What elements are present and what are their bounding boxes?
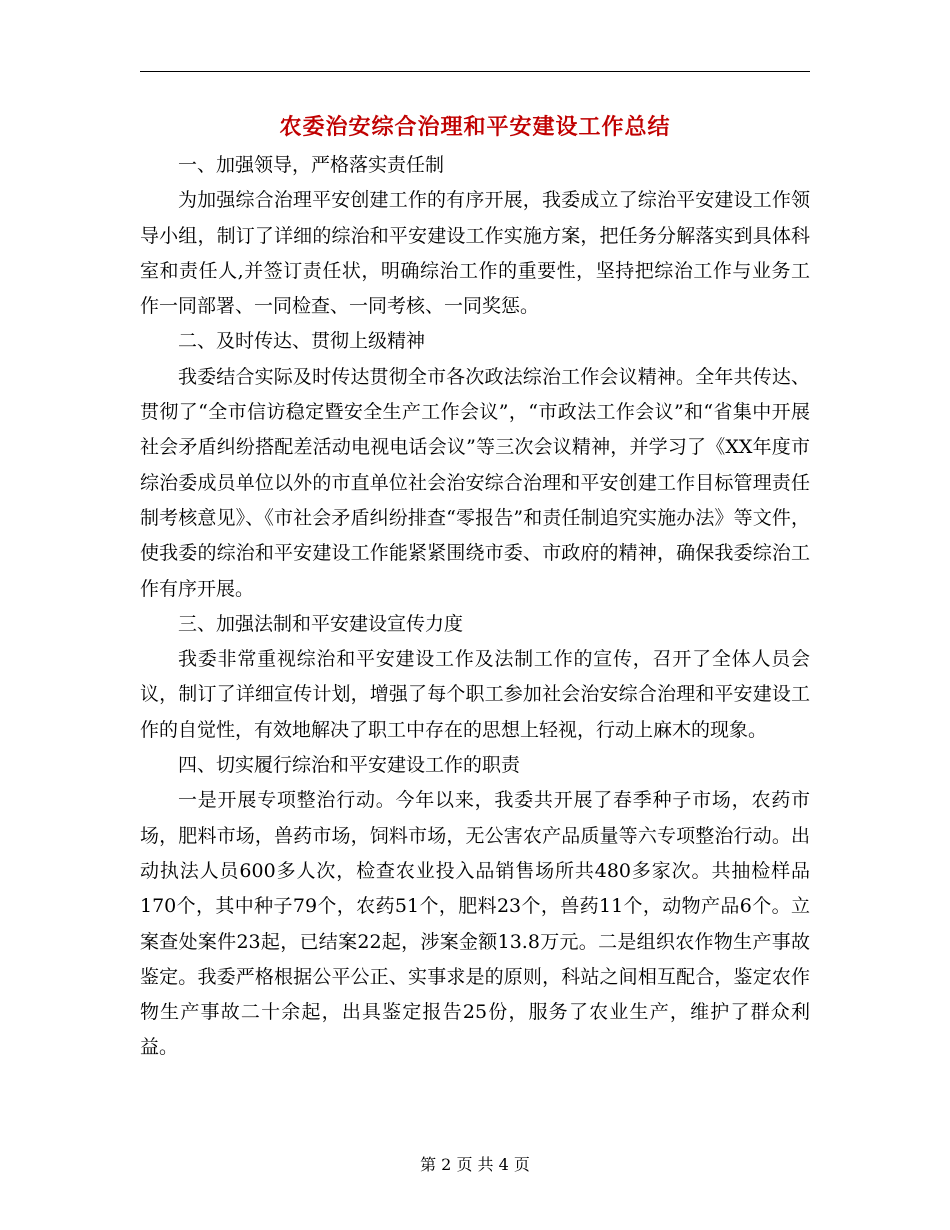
document-title: 农委治安综合治理和平安建设工作总结 — [279, 114, 671, 140]
document-body — [140, 148, 810, 1066]
section-heading-1: 一、加强领导，严格落实责任制 — [178, 154, 445, 176]
page-footer: 第 2 页 共 4 页 — [420, 1155, 530, 1174]
section-heading-4: 四、切实履行综治和平安建设工作的职责 — [178, 754, 521, 777]
paragraph-1: 为加强综合治理平安创建工作的有序开展，我委成立了综治平安建设工作领导小组，制订了详细的综治和平安建设工作实施方案，把任务分解落实到具体科室和责任人,并签订责任状，明确综治工作的重要性，坚持把综治工作与业务工作一同部署、一同检查、一同考核、一同奖惩。 — [140, 189, 810, 318]
section-heading-3: 三、加强法制和平安建设宣传力度 — [178, 612, 464, 635]
section-heading-2: 二、及时传达、贯彻上级精神 — [178, 330, 426, 353]
header-rule — [140, 71, 810, 72]
paragraph-2: 我委结合实际及时传达贯彻全市各次政法综治工作会议精神。全年共传达、贯彻了“全市信访稳定暨安全生产工作会议”，“市政法工作会议”和“省集中开展社会矛盾纠纷搭配差活动电视电话会议”等三次会议精神，并学习了《XX年度市综治委成员单位以外的市直单位社会治安综合治理和平安创建工作目标管理责任制考核意见》、《市社会矛盾纠纷排查“零报告”和责任制追究实施办法》等文件，使我委的综治和平安建设工作能紧紧围绕市委、市政府的精神，确保我委综治工作有序开展。 — [140, 365, 810, 600]
paragraph-4: 一是开展专项整治行动。今年以来，我委共开展了春季种子市场，农药市场，肥料市场，兽药市场，饲料市场，无公害农产品质量等六专项整治行动。出动执法人员600多人次，检查农业投入品销售场所共480多家次。共抽检样品170个，其中种子79个，农药51个，肥料23个，兽药11个，动物产品6个。立案查处案件23起，已结案22起，涉案金额13.8万元。二是组织农作物生产事故鉴定。我委严格根据公平公正、实事求是的原则，科站之间相互配合，鉴定农作物生产事故二十余起，出具鉴定报告25份，服务了农业生产，维护了群众利益。 — [140, 789, 810, 1059]
paragraph-3: 我委非常重视综治和平安建设工作及法制工作的宣传，召开了全体人员会议，制订了详细宣传计划，增强了每个职工参加社会治安综合治理和平安建设工作的自觉性，有效地解决了职工中存在的思想上轻视，行动上麻木的现象。 — [140, 648, 810, 741]
